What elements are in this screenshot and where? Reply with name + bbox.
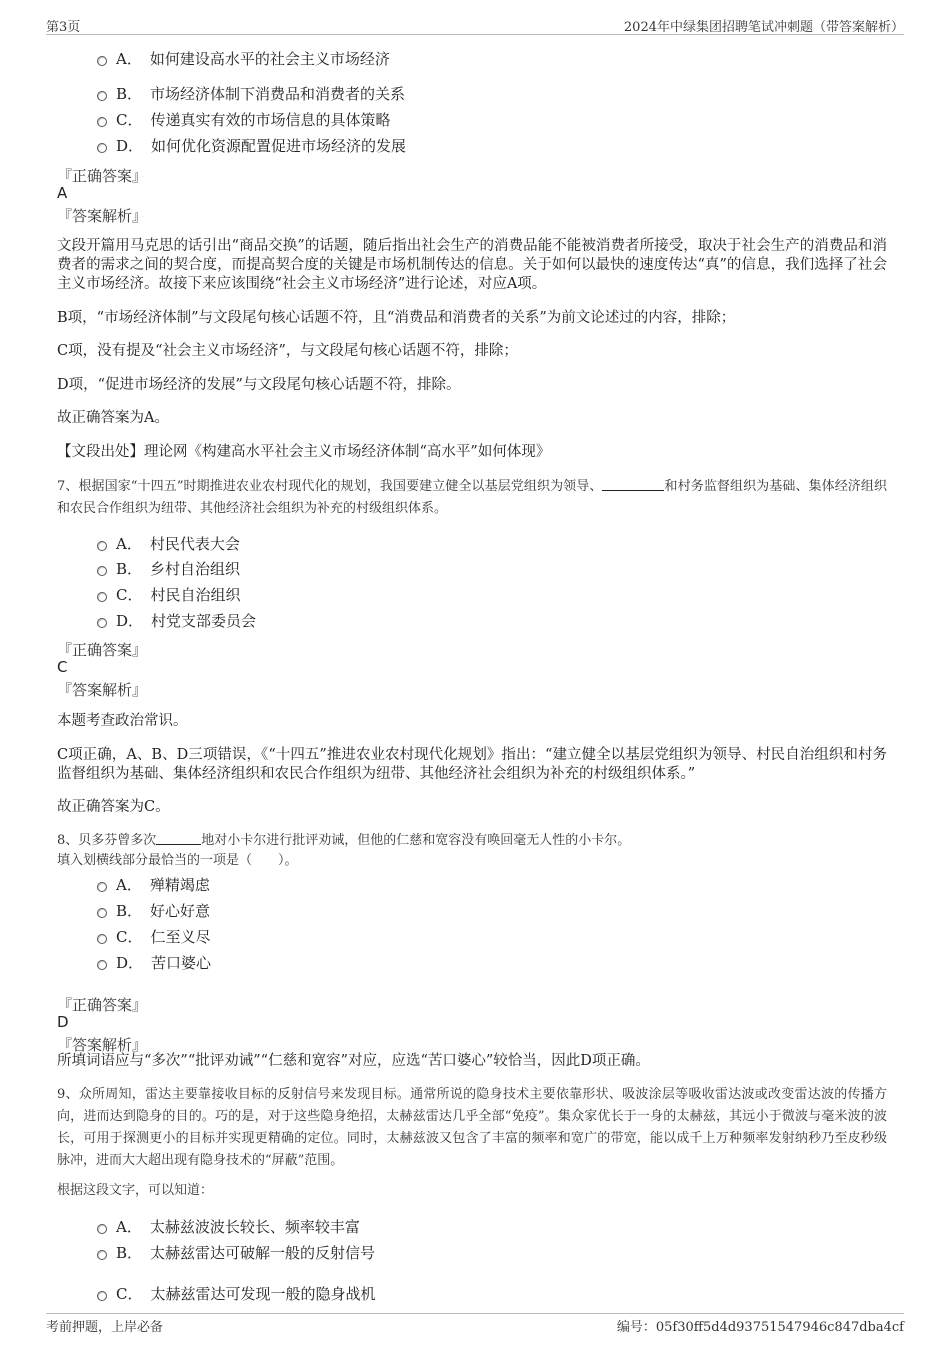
radio-icon[interactable] [97,541,107,551]
q8-option-c[interactable]: C． 仁至义尽 [97,928,211,946]
q7-analysis-paragraph: 本题考查政治常识。 [57,713,188,729]
q8-analysis-paragraph: 所填词语应与“多次”“批评劝诫”“仁慈和宽容”对应，应选“苦口婆心”较恰当，因此D项正确。 [57,1053,650,1069]
q6-analysis-paragraph: 故正确答案为A。 [57,410,169,426]
q6-option-a[interactable]: A． 如何建设高水平的社会主义市场经济 [97,50,390,68]
page-footer [46,1313,904,1334]
q6-analysis-label: 『答案解析』 [57,207,148,225]
radio-icon[interactable] [97,960,107,970]
radio-icon[interactable] [97,143,107,153]
q6-analysis-paragraph: 文段开篇用马克思的话引出“商品交换”的话题，随后指出社会生产的消费品能不能被消费者所接受，取决于社会生产的消费品和消费者的需求之间的契合度，而提高契合度的关键是市场机制传达的信息。关于如何以最快的速度传达“真”的信息，我们选择了社会主义市场经济。故接下来应该围绕“社会主义市场经济”进行论述，对应A项。 [57,238,887,292]
q7-analysis-paragraph: C项正确，A、B、D三项错误，《“十四五”推进农业农村现代化规划》指出：“建立健全以基层党组织为领导、村民自治组织和村务监督组织为基础、集体经济组织和农民合作组织为纽带、其他经济社会组织为补充的村级组织体系。” [57,747,887,782]
q7-option-c[interactable]: C． 村民自治组织 [97,586,241,604]
radio-icon[interactable] [97,117,107,127]
q7-option-b[interactable]: B． 乡村自治组织 [97,560,240,578]
radio-icon[interactable] [97,566,107,576]
fill-blank [156,831,201,845]
q6-analysis-paragraph: C项，没有提及“社会主义市场经济”，与文段尾句核心话题不符，排除； [57,343,518,359]
fill-blank [602,477,664,491]
q8-stem: 8、贝多芬曾多次 地对小卡尔进行批评劝诫，但他的仁慈和宽容没有唤回毫无人性的小卡尔。 [57,833,631,848]
document-serial: 编号：05f30ff5d4d93751547946c847dba4cf [616,1320,904,1335]
q8-instruction: 填入划横线部分最恰当的一项是（ ）。 [57,853,298,868]
q7-analysis-label: 『答案解析』 [57,681,148,699]
q6-analysis-paragraph: D项，“促进市场经济的发展”与文段尾句核心话题不符，排除。 [57,377,461,393]
radio-icon[interactable] [97,934,107,944]
radio-icon[interactable] [97,91,107,101]
q7-answer: C [57,658,68,676]
document-title: 2024年中绿集团招聘笔试冲刺题（带答案解析） [623,20,904,35]
radio-icon[interactable] [97,592,107,602]
radio-icon[interactable] [97,56,107,66]
q6-option-c[interactable]: C． 传递真实有效的市场信息的具体策略 [97,111,391,129]
q9-option-b[interactable]: B． 太赫兹雷达可破解一般的反射信号 [97,1244,375,1262]
q9-option-a[interactable]: A． 太赫兹波波长较长、频率较丰富 [97,1218,360,1236]
q6-answer-label: 『正确答案』 [57,167,148,185]
radio-icon[interactable] [97,1291,107,1301]
q6-option-b[interactable]: B． 市场经济体制下消费品和消费者的关系 [97,85,405,103]
q8-analysis-label: 『答案解析』 [57,1036,148,1054]
q6-answer: A [57,184,68,202]
q9-stem: 9、众所周知，雷达主要靠接收目标的反射信号来发现目标。通常所说的隐身技术主要依靠形状、吸波涂层等吸收雷达波或改变雷达波的传播方向，进而达到隐身的目的。巧的是，对于这些隐身绝招，太赫兹雷达几乎全部“免疫”。集众家优长于一身的太赫兹，其远小于微波与毫米波的波长，可用于探测更小的目标并实现更精确的定位。同时，太赫兹波又包含了丰富的频率和宽广的带宽，能以成千上万种频率发射纳秒乃至皮秒级脉冲，进而大大超出现有隐身技术的“屏蔽”范围。 [57,1087,887,1168]
q8-option-d[interactable]: D． 苦口婆心 [97,954,211,972]
q6-analysis-paragraph: B项，“市场经济体制”与文段尾句核心话题不符，且“消费品和消费者的关系”为前文论述过的内容，排除； [57,310,736,326]
q8-answer-label: 『正确答案』 [57,996,148,1014]
radio-icon[interactable] [97,1224,107,1234]
q7-option-d[interactable]: D． 村党支部委员会 [97,612,256,630]
q7-option-a[interactable]: A． 村民代表大会 [97,535,240,553]
q9-option-c[interactable]: C． 太赫兹雷达可发现一般的隐身战机 [97,1285,376,1303]
radio-icon[interactable] [97,882,107,892]
page-header [46,12,904,35]
q6-option-d[interactable]: D． 如何优化资源配置促进市场经济的发展 [97,137,406,155]
radio-icon[interactable] [97,908,107,918]
q8-option-a[interactable]: A． 殚精竭虑 [97,876,210,894]
q8-option-b[interactable]: B． 好心好意 [97,902,210,920]
footer-slogan: 考前押题，上岸必备 [46,1320,164,1335]
q7-stem: 7、根据国家“十四五”时期推进农业农村现代化的规划，我国要建立健全以基层党组织为领导、 和村务监督组织为基础、集体经济组织和农民合作组织为纽带、其他经济社会组织为补充的村级组织体系。 [57,479,887,516]
page-number: 第3页 [46,20,81,35]
q9-instruction: 根据这段文字，可以知道： [57,1183,214,1198]
q6-source: 【文段出处】理论网《构建高水平社会主义市场经济体制“高水平”如何体现》 [57,444,551,460]
q7-answer-label: 『正确答案』 [57,641,148,659]
q8-answer: D [57,1013,69,1031]
q7-analysis-paragraph: 故正确答案为C。 [57,799,170,815]
radio-icon[interactable] [97,1250,107,1260]
radio-icon[interactable] [97,618,107,628]
